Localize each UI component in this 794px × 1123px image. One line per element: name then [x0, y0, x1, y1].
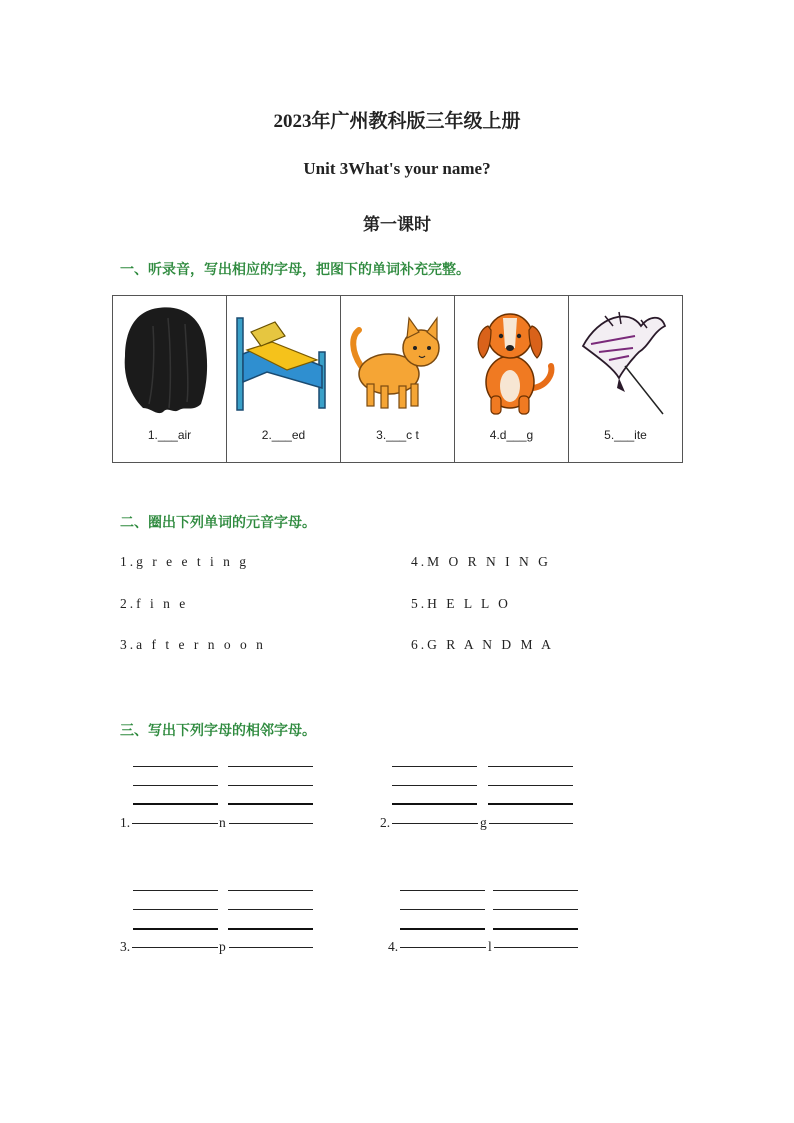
section1-heading: 一、听录音，写出相应的字母，把图下的单词补充完整。	[120, 262, 470, 278]
dog-icon	[455, 296, 568, 421]
caption-3: 3.___c t	[376, 428, 419, 442]
item3-letter: p	[219, 939, 226, 954]
item1-number: 1.	[120, 815, 131, 830]
picture-cell-hair	[113, 296, 227, 463]
picture-cell-kite	[569, 296, 683, 463]
caption-2: 2.___ed	[261, 428, 306, 442]
picture-cell-cat	[341, 296, 455, 463]
item4-number: 4.	[388, 939, 399, 954]
caption-5: 5.___ite	[604, 428, 647, 442]
blank-line	[489, 823, 573, 824]
blank-line	[392, 823, 478, 824]
picture-cell-dog	[455, 296, 569, 463]
blank-line	[132, 947, 218, 948]
picture-table	[112, 295, 683, 463]
caption-4: 4.d___g	[489, 428, 534, 442]
cat-icon	[341, 296, 454, 421]
vowel-word-6: 6.G R A N D M A	[411, 637, 554, 652]
blank-line	[229, 947, 313, 948]
page-title: 2023年广州教科版三年级上册	[273, 111, 521, 132]
vowel-word-1: 1.g r e e t i n g	[120, 554, 249, 569]
item3-number: 3.	[120, 939, 131, 954]
vowel-word-2: 2.f i n e	[120, 596, 189, 611]
vowel-word-3: 3.a f t e r n o o n	[120, 637, 266, 652]
blank-line	[132, 823, 218, 824]
vowel-word-5: 5.H E L L O	[411, 596, 511, 611]
kite-icon	[569, 296, 682, 421]
item4-letter: l	[488, 939, 492, 954]
item2-letter: g	[480, 815, 487, 830]
vowel-word-4: 4.M O R N I N G	[411, 554, 551, 569]
caption-1: 1.___air	[147, 428, 192, 442]
section2-heading: 二、圈出下列单词的元音字母。	[120, 515, 316, 531]
lesson-title: 第一课时	[363, 215, 431, 234]
bed-icon	[227, 296, 340, 421]
item2-number: 2.	[380, 815, 391, 830]
section3-heading: 三、写出下列字母的相邻字母。	[120, 723, 316, 739]
blank-line	[229, 823, 313, 824]
hair-icon	[113, 296, 226, 421]
item1-letter: n	[219, 815, 226, 830]
picture-cell-bed	[227, 296, 341, 463]
unit-title: Unit 3What's your name?	[303, 159, 491, 178]
blank-line	[494, 947, 578, 948]
blank-line	[400, 947, 486, 948]
